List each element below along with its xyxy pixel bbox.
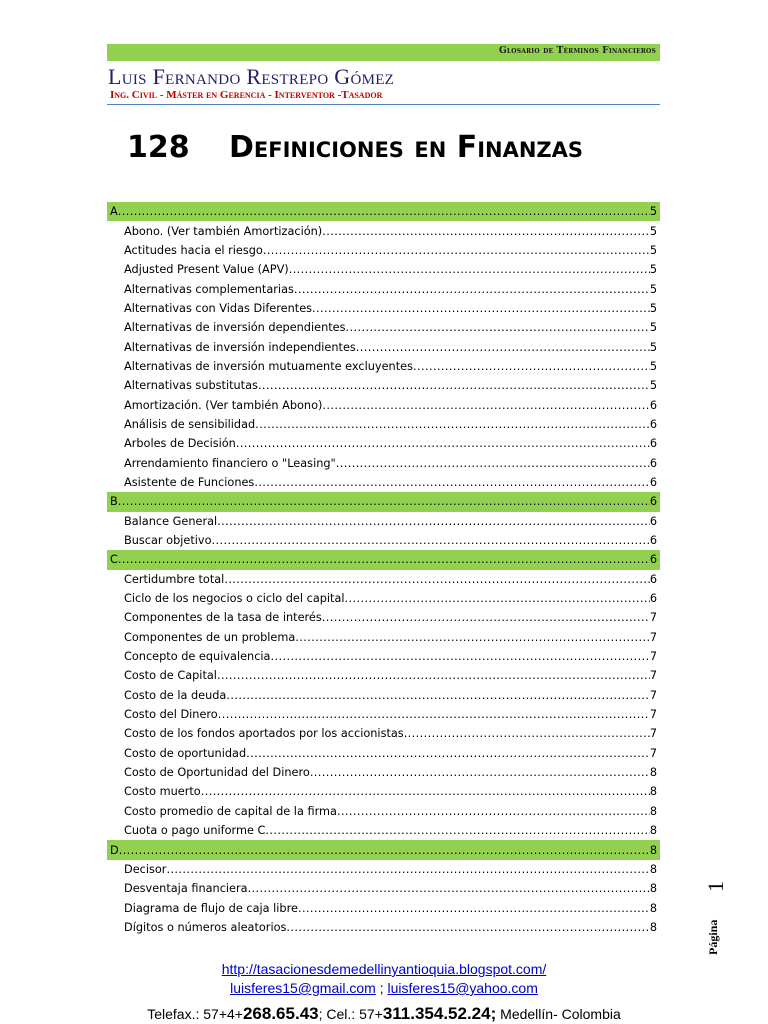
toc-entry-label: Arboles de Decisión xyxy=(124,437,236,451)
toc-page-number: 6 xyxy=(649,456,657,470)
toc-entry-label: Ciclo de los negocios o ciclo del capital xyxy=(124,592,345,606)
toc-leader-dots xyxy=(295,631,650,644)
toc-entry-row[interactable] xyxy=(107,608,660,627)
toc-leader-dots xyxy=(255,418,650,431)
toc-leader-dots xyxy=(322,399,649,412)
email-separator: ; xyxy=(375,980,388,996)
toc-page-number: 5 xyxy=(649,263,657,277)
toc-page-number: 8 xyxy=(649,882,657,896)
toc-entry-row[interactable] xyxy=(107,415,660,434)
toc-entry-label: Alternativas de inversión dependientes xyxy=(124,321,346,335)
toc-page-number: 7 xyxy=(649,727,657,741)
toc-entry-row[interactable] xyxy=(107,724,660,743)
toc-page-number: 6 xyxy=(649,437,657,451)
toc-entry-label: Balance General xyxy=(124,514,218,528)
author-name: Luis Fernando Restrepo Gómez xyxy=(108,64,395,89)
toc-entry-label: Buscar objetivo xyxy=(124,534,212,548)
toc-page-number: 6 xyxy=(649,398,657,412)
toc-page-number: 5 xyxy=(649,321,657,335)
toc-entry-row[interactable] xyxy=(107,782,660,801)
email-link-gmail[interactable]: luisferes15@gmail.com xyxy=(230,980,376,996)
toc-entry-row[interactable] xyxy=(107,879,660,898)
toc-leader-dots xyxy=(118,553,650,566)
toc-page-number: 8 xyxy=(649,785,657,799)
toc-page-number: 7 xyxy=(649,650,657,664)
footer-city: Medellín- Colombia xyxy=(496,1006,621,1022)
toc-leader-dots xyxy=(265,824,649,837)
toc-entry-label: D xyxy=(110,843,119,857)
blog-link[interactable]: http://tasacionesdemedellinyantioquia.blogspot.com/ xyxy=(221,961,547,977)
toc-page-number: 5 xyxy=(649,379,657,393)
toc-entry-row[interactable] xyxy=(107,434,660,453)
toc-page-number: 7 xyxy=(649,688,657,702)
toc-page-number: 5 xyxy=(649,205,657,219)
toc-entry-label: Costo de Capital xyxy=(124,669,217,683)
toc-leader-dots xyxy=(224,573,649,586)
toc-entry-row[interactable] xyxy=(107,241,660,260)
toc-leader-dots xyxy=(346,321,650,334)
toc-entry-row[interactable] xyxy=(107,666,660,685)
toc-leader-dots xyxy=(248,882,650,895)
toc-page-number: 7 xyxy=(649,611,657,625)
toc-entry-label: Alternativas substitutas xyxy=(124,379,258,393)
footer-emails xyxy=(0,980,768,996)
toc-leader-dots xyxy=(289,263,650,276)
toc-page-number: 6 xyxy=(649,534,657,548)
cel-prefix: ; Cel.: 57+ xyxy=(318,1006,383,1022)
toc-entry-label: Cuota o pago uniforme C xyxy=(124,824,266,838)
toc-page-number: 7 xyxy=(649,630,657,644)
toc-entry-label: Concepto de equivalencia xyxy=(124,650,271,664)
toc-entry-row[interactable] xyxy=(107,763,660,782)
toc-entry-label: Arrendamiento financiero o "Leasing" xyxy=(124,456,336,470)
toc-entry-row[interactable] xyxy=(107,918,660,937)
toc-leader-dots xyxy=(258,379,650,392)
toc-entry-row[interactable] xyxy=(107,802,660,821)
toc-entry-row[interactable] xyxy=(107,395,660,414)
toc-entry-label: Costo de oportunidad xyxy=(124,746,247,760)
toc-page-number: 8 xyxy=(649,901,657,915)
toc-leader-dots xyxy=(322,225,650,238)
toc-entry-label: Costo de Oportunidad del Dinero xyxy=(124,766,310,780)
table-of-contents xyxy=(107,202,660,937)
toc-entry-label: Dígitos o números aleatorios xyxy=(124,920,287,934)
toc-entry-row[interactable] xyxy=(107,686,660,705)
toc-page-number: 5 xyxy=(649,359,657,373)
toc-entry-row[interactable] xyxy=(107,898,660,917)
toc-page-number: 6 xyxy=(649,495,657,509)
toc-entry-row[interactable] xyxy=(107,570,660,589)
toc-entry-row[interactable] xyxy=(107,473,660,492)
toc-entry-label: Amortización. (Ver también Abono) xyxy=(124,398,323,412)
toc-entry-label: Alternativas con Vidas Diferentes xyxy=(124,301,313,315)
toc-leader-dots xyxy=(226,689,649,702)
toc-section-row[interactable] xyxy=(107,840,660,859)
toc-entry-label: Costo de los fondos aportados por los accionistas xyxy=(124,727,404,741)
toc-entry-label: Costo promedio de capital de la firma xyxy=(124,804,337,818)
toc-page-number: 5 xyxy=(649,301,657,315)
toc-leader-dots xyxy=(312,302,650,315)
toc-entry-row[interactable] xyxy=(107,512,660,531)
toc-leader-dots xyxy=(286,921,649,934)
toc-leader-dots xyxy=(166,863,649,876)
toc-entry-label: Costo muerto xyxy=(124,785,201,799)
toc-entry-row[interactable] xyxy=(107,337,660,356)
header-divider xyxy=(107,104,660,105)
toc-page-number: 8 xyxy=(649,824,657,838)
toc-page-number: 6 xyxy=(649,592,657,606)
document-title xyxy=(127,130,583,165)
toc-entry-label: Actitudes hacia el riesgo xyxy=(124,243,263,257)
toc-entry-row[interactable] xyxy=(107,279,660,298)
toc-leader-dots xyxy=(298,902,650,915)
toc-leader-dots xyxy=(345,592,650,605)
toc-leader-dots xyxy=(119,844,650,857)
toc-entry-label: Componentes de un problema xyxy=(124,630,296,644)
toc-leader-dots xyxy=(217,669,650,682)
running-title: Glosario de Términos Financieros xyxy=(499,46,656,56)
toc-page-number: 6 xyxy=(649,572,657,586)
toc-entry-row[interactable] xyxy=(107,260,660,279)
page-number: 1 xyxy=(703,881,728,892)
toc-entry-row[interactable] xyxy=(107,318,660,337)
toc-entry-label: Análisis de sensibilidad xyxy=(124,417,256,431)
toc-entry-row[interactable] xyxy=(107,357,660,376)
toc-entry-row[interactable] xyxy=(107,821,660,840)
telefax-number: 268.65.43 xyxy=(242,1004,319,1023)
toc-page-number: 8 xyxy=(649,862,657,876)
toc-leader-dots xyxy=(236,437,650,450)
toc-entry-label: B xyxy=(110,495,118,509)
running-header-bar xyxy=(107,44,660,61)
toc-entry-label: Alternativas complementarias xyxy=(124,282,294,296)
toc-leader-dots xyxy=(404,727,650,740)
toc-entry-label: Diagrama de flujo de caja libre xyxy=(124,901,298,915)
toc-page-number: 7 xyxy=(649,708,657,722)
toc-page-number: 5 xyxy=(649,224,657,238)
toc-page-number: 6 xyxy=(649,417,657,431)
toc-page-number: 8 xyxy=(649,920,657,934)
toc-leader-dots xyxy=(212,534,650,547)
toc-entry-label: Costo de la deuda xyxy=(124,688,227,702)
toc-page-number: 7 xyxy=(649,746,657,760)
toc-entry-label: Decisor xyxy=(124,862,167,876)
toc-page-number: 5 xyxy=(649,243,657,257)
toc-entry-label: A xyxy=(110,205,118,219)
toc-leader-dots xyxy=(294,283,650,296)
toc-leader-dots xyxy=(263,244,650,257)
toc-leader-dots xyxy=(254,476,649,489)
toc-entry-row[interactable] xyxy=(107,376,660,395)
toc-page-number: 6 xyxy=(649,475,657,489)
telefax-prefix: Telefax.: 57+4+ xyxy=(147,1006,243,1022)
toc-entry-label: Desventaja financiera xyxy=(124,882,248,896)
toc-entry-label: Adjusted Present Value (APV) xyxy=(124,263,289,277)
toc-entry-label: Alternativas de inversión independientes xyxy=(124,340,356,354)
toc-page-number: 6 xyxy=(649,553,657,567)
page-word: Página xyxy=(706,919,720,955)
toc-entry-label: Costo del Dinero xyxy=(124,708,218,722)
toc-leader-dots xyxy=(310,766,650,779)
toc-entry-row[interactable] xyxy=(107,299,660,318)
toc-page-number: 8 xyxy=(649,804,657,818)
toc-leader-dots xyxy=(118,205,650,218)
toc-page-number: 8 xyxy=(649,766,657,780)
author-credentials: Ing. Civil - Máster en Gerencia - Interventor -Tasador xyxy=(110,89,383,101)
toc-entry-label: C xyxy=(110,553,118,567)
toc-page-number: 7 xyxy=(649,669,657,683)
title-text: Definiciones en Finanzas xyxy=(229,130,584,165)
toc-page-number: 6 xyxy=(649,514,657,528)
toc-entry-label: Componentes de la tasa de interés xyxy=(124,611,322,625)
toc-leader-dots xyxy=(217,515,650,528)
toc-leader-dots xyxy=(118,495,650,508)
toc-entry-row[interactable] xyxy=(107,705,660,724)
toc-leader-dots xyxy=(218,708,650,721)
toc-entry-row[interactable] xyxy=(107,531,660,550)
toc-leader-dots xyxy=(337,805,650,818)
toc-section-row[interactable] xyxy=(107,202,660,221)
toc-leader-dots xyxy=(270,650,649,663)
toc-entry-row[interactable] xyxy=(107,628,660,647)
toc-entry-label: Certidumbre total xyxy=(124,572,225,586)
toc-entry-row[interactable] xyxy=(107,221,660,240)
toc-entry-label: Asistente de Funciones xyxy=(124,475,255,489)
title-number: 128 xyxy=(127,130,190,165)
toc-leader-dots xyxy=(336,457,650,470)
toc-entry-row[interactable] xyxy=(107,453,660,472)
toc-section-row[interactable] xyxy=(107,492,660,511)
email-link-yahoo[interactable]: luisferes15@yahoo.com xyxy=(387,980,538,996)
toc-page-number: 5 xyxy=(649,282,657,296)
toc-entry-row[interactable] xyxy=(107,860,660,879)
toc-leader-dots xyxy=(322,611,650,624)
toc-entry-row[interactable] xyxy=(107,744,660,763)
toc-leader-dots xyxy=(413,360,650,373)
toc-section-row[interactable] xyxy=(107,550,660,569)
toc-entry-label: Abono. (Ver también Amortización) xyxy=(124,224,323,238)
toc-entry-row[interactable] xyxy=(107,647,660,666)
toc-page-number: 8 xyxy=(649,843,657,857)
footer-contact xyxy=(0,1004,768,1024)
toc-leader-dots xyxy=(246,747,650,760)
toc-entry-label: Alternativas de inversión mutuamente excluyentes xyxy=(124,359,413,373)
cel-number: 311.354.52.24; xyxy=(382,1004,497,1023)
toc-leader-dots xyxy=(201,785,650,798)
toc-entry-row[interactable] xyxy=(107,589,660,608)
toc-page-number: 5 xyxy=(649,340,657,354)
toc-leader-dots xyxy=(356,341,650,354)
